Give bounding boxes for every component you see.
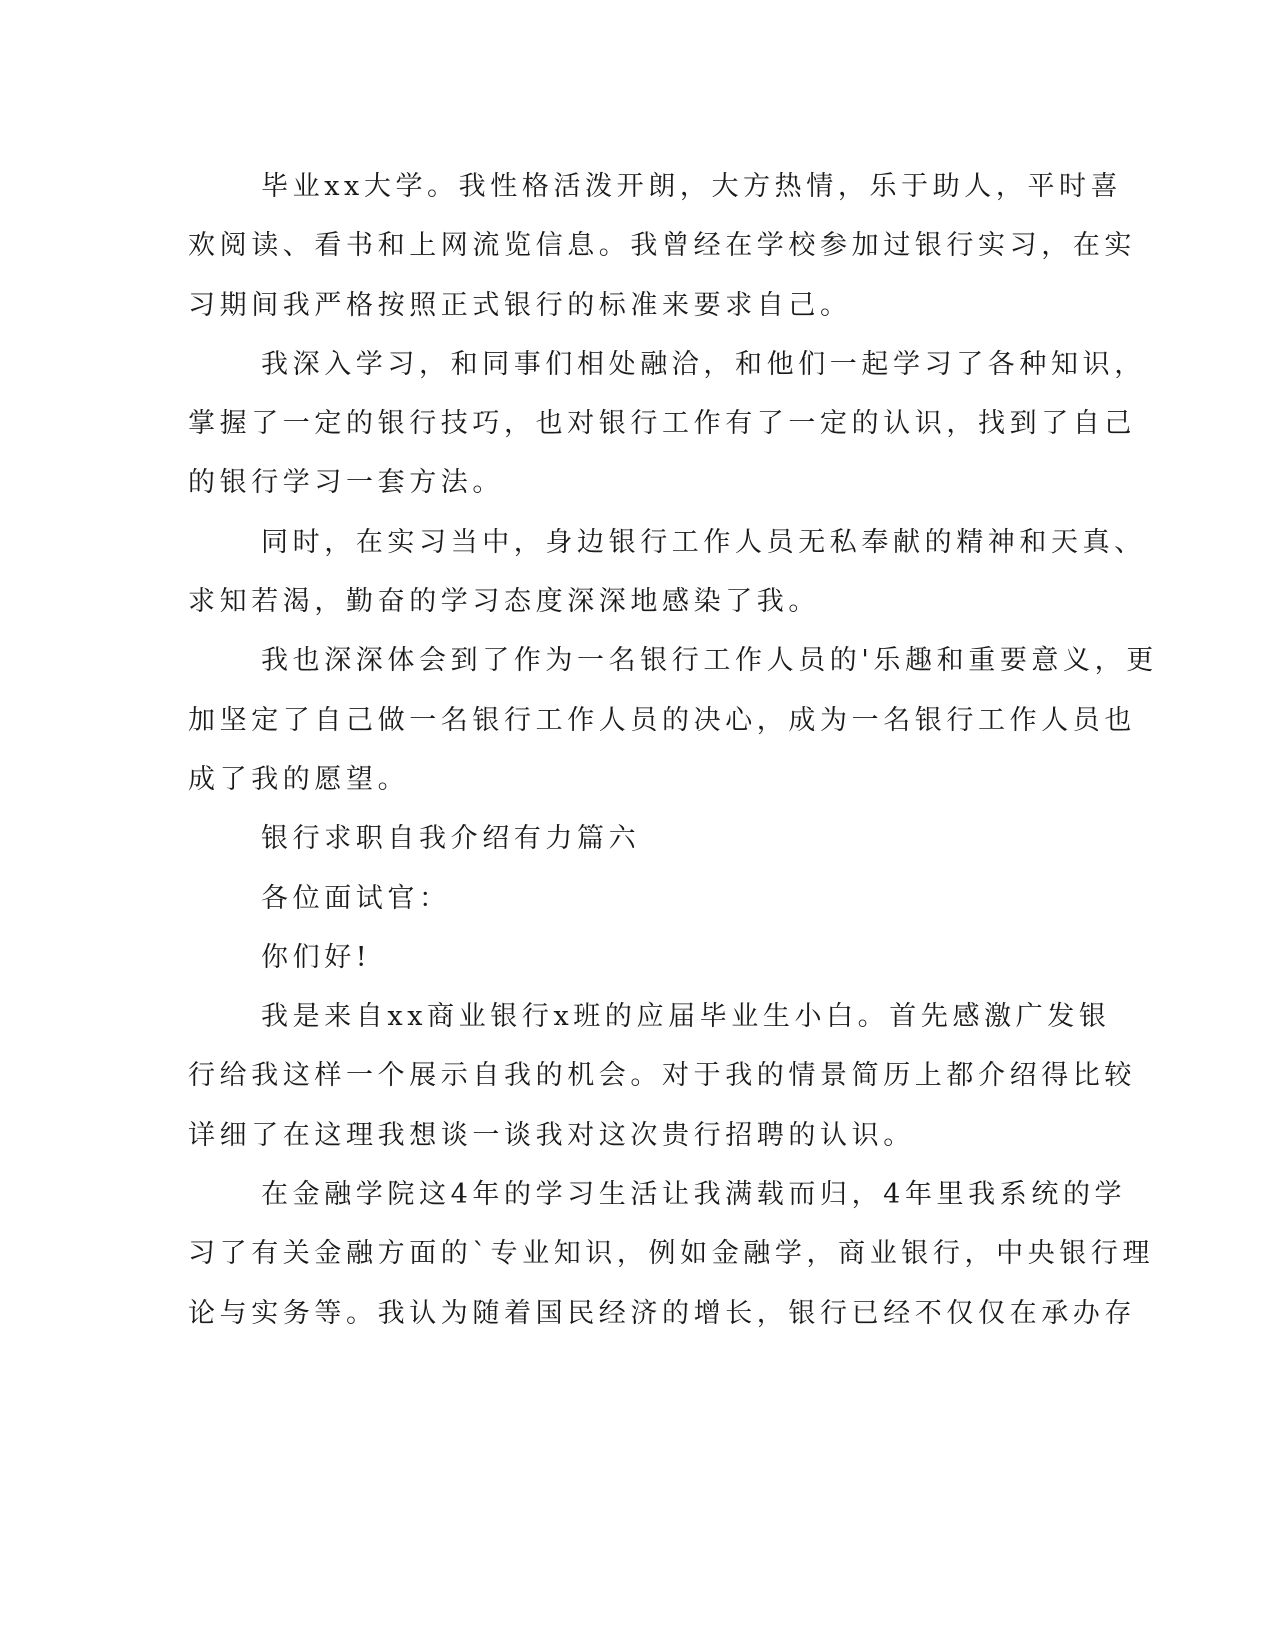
text-line: 行给我这样一个展示自我的机会。对于我的情景简历上都介绍得比较 [188, 1060, 1136, 1092]
text-line: 我深入学习，和同事们相处融洽，和他们一起学习了各种知识， [261, 348, 1146, 380]
text-line: 在金融学院这4年的学习生活让我满载而归，4年里我系统的学 [261, 1179, 1127, 1211]
salutation: 各位面试官： [261, 882, 451, 914]
greeting: 你们好! [261, 941, 372, 973]
text-line: 我是来自xx商业银行x班的应届毕业生小白。首先感激广发银 [261, 1001, 1111, 1033]
text-line: 加坚定了自己做一名银行工作人员的决心，成为一名银行工作人员也 [188, 704, 1136, 736]
text-line: 掌握了一定的银行技巧，也对银行工作有了一定的认识，找到了自己 [188, 408, 1136, 440]
text-line: 的银行学习一套方法。 [188, 467, 504, 499]
text-line: 习期间我严格按照正式银行的标准来要求自己。 [188, 289, 852, 321]
text-line: 同时，在实习当中，身边银行工作人员无私奉献的精神和天真、 [261, 526, 1146, 558]
text-line: 成了我的愿望。 [188, 763, 410, 795]
text-line: 论与实务等。我认为随着国民经济的增长，银行已经不仅仅在承办存 [188, 1297, 1136, 1329]
text-line: 我也深深体会到了作为一名银行工作人员的'乐趣和重要意义，更 [261, 645, 1158, 677]
document-body [188, 157, 1158, 1343]
text-line: 毕业xx大学。我性格活泼开朗，大方热情，乐于助人，平时喜 [261, 171, 1123, 202]
section-heading: 银行求职自我介绍有力篇六 [261, 823, 641, 855]
text-line: 欢阅读、看书和上网流览信息。我曾经在学校参加过银行实习，在实 [188, 230, 1136, 262]
text-line: 求知若渴，勤奋的学习态度深深地感染了我。 [188, 586, 820, 618]
text-line: 习了有关金融方面的`专业知识，例如金融学，商业银行，中央银行理 [188, 1238, 1155, 1270]
text-line: 详细了在这理我想谈一谈我对这次贵行招聘的认识。 [188, 1119, 915, 1151]
